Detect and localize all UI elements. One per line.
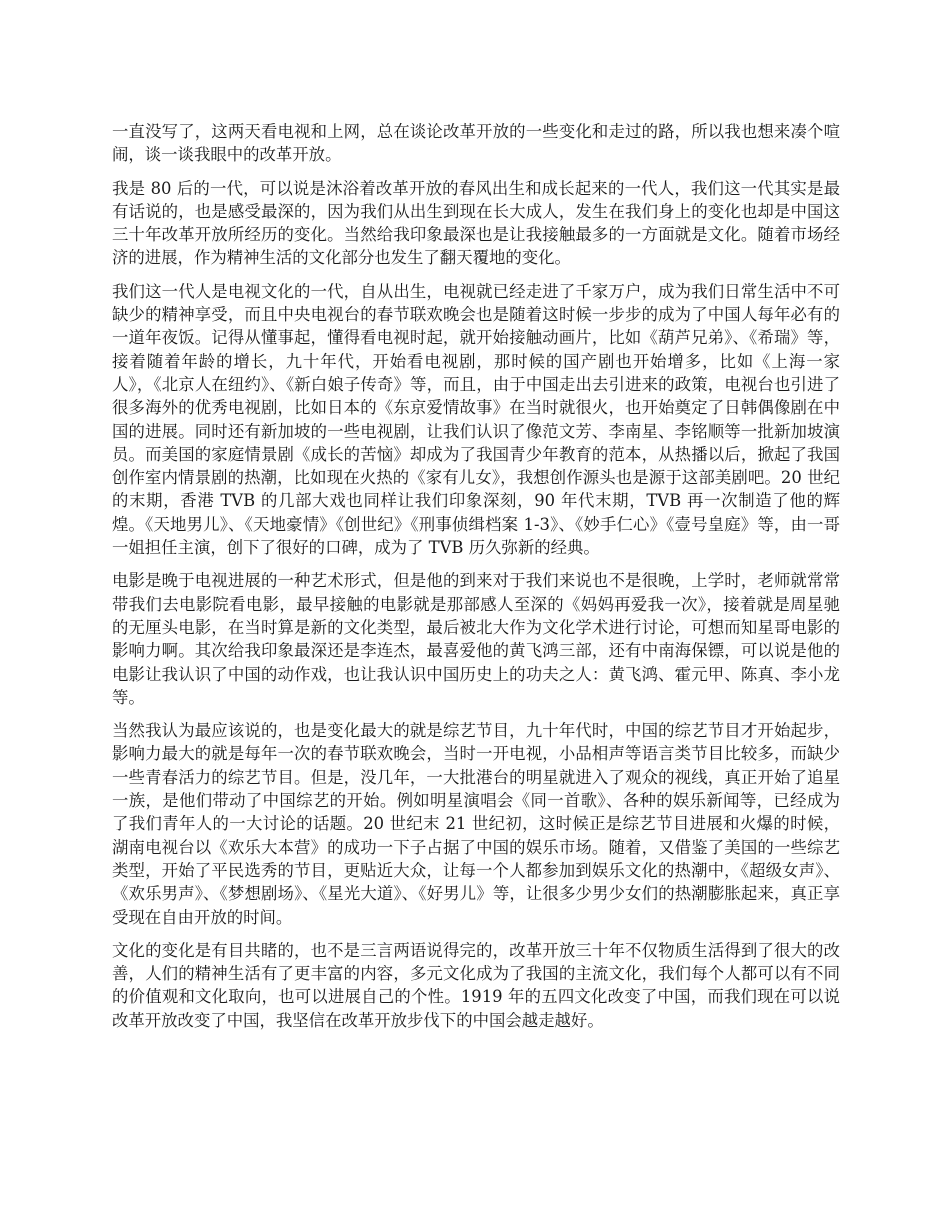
paragraph-intro: 一直没写了，这两天看电视和上网，总在谈论改革开放的一些变化和走过的路，所以我也想来凑个喧闹，谈一谈我眼中的改革开放。 <box>112 122 840 165</box>
paragraph-conclusion: 文化的变化是有目共睹的，也不是三言两语说得完的，改革开放三十年不仅物质生活得到了很大的改善，人们的精神生活有了更丰富的内容，多元文化成为了我国的主流文化，我们每个人都可以有不同的价值观和文化取向，也可以进展自己的个性。1919 年的五四文化改变了中国，而我们现在可以说改革开放改变了中国，我坚信在改革开放步伐下的中国会越走越好。 <box>112 940 840 1030</box>
paragraph-television: 我们这一代人是电视文化的一代，自从出生，电视就已经走进了千家万户，成为我们日常生活中不可缺少的精神享受，而且中央电视台的春节联欢晚会也是随着这时候一步步的成为了中国人每年必有的一道年夜饭。记得从懂事起，懂得看电视时起，就开始接触动画片，比如《葫芦兄弟》、《希瑞》等，接着随着年龄的增长，九十年代，开始看电视剧，那时候的国产剧也开始增多，比如《上海一家人》，《北京人在纽约》、《新白娘子传奇》等，而且，由于中国走出去引进来的政策，电视台也引进了很多海外的优秀电视剧，比如日本的《东京爱情故事》在当时就很火，也开始奠定了日韩偶像剧在中国的进展。同时还有新加坡的一些电视剧，让我们认识了像范文芳、李南星、李铭顺等一批新加坡演员。而美国的家庭情景剧《成长的苦恼》却成为了我国青少年教育的范本，从热播以后，掀起了我国创作室内情景剧的热潮，比如现在火热的《家有儿女》，我想创作源头也是源于这部美剧吧。20 世纪的末期，香港 TVB 的几部大戏也同样让我们印象深刻，90 年代末期，TVB 再一次制造了他的辉煌。《天地男儿》、《天地豪情》《创世纪》《刑事侦缉档案 1-3》、《妙手仁心》《壹号皇庭》等，由一哥一姐担任主演，创下了很好的口碑，成为了 TVB 历久弥新的经典。 <box>112 281 840 558</box>
paragraph-film: 电影是晚于电视进展的一种艺术形式，但是他的到来对于我们来说也不是很晚，上学时，老师就常常带我们去电影院看电影，最早接触的电影就是那部感人至深的《妈妈再爱我一次》，接着就是周星驰的无厘头电影，在当时算是新的文化类型，最后被北大作为文化学术进行讨论，可想而知星哥电影的影响力啊。其次给我印象最深还是李连杰，最喜爱他的黄飞鸿三部，还有中南海保镖，可以说是他的电影让我认识了中国的动作戏，也让我认识中国历史上的功夫之人：黄飞鸿、霍元甲、陈真、李小龙等。 <box>112 571 840 707</box>
paragraph-variety-shows: 当然我认为最应该说的，也是变化最大的就是综艺节目，九十年代时，中国的综艺节目才开始起步，影响力最大的就是每年一次的春节联欢晚会，当时一开电视，小品相声等语言类节目比较多，而缺少一些青春活力的综艺节目。但是，没几年，一大批港台的明星就进入了观众的视线，真正开始了追星一族，是他们带动了中国综艺的开始。例如明星演唱会《同一首歌》、各种的娱乐新闻等，已经成为了我们青年人的一大讨论的话题。20 世纪末 21 世纪初，这时候正是综艺节目进展和火爆的时候，湖南电视台以《欢乐大本营》的成功一下子占据了中国的娱乐市场。随着，又借鉴了美国的一些综艺类型，开始了平民选秀的节目，更贴近大众，让每一个人都参加到娱乐文化的热潮中，《超级女声》、《欢乐男声》、《梦想剧场》、《星光大道》、《好男儿》等，让很多少男少女们的热潮膨胀起来，真正享受现在自由开放的时间。 <box>112 721 840 927</box>
document-body <box>112 120 840 1042</box>
paragraph-generation: 我是 80 后的一代，可以说是沐浴着改革开放的春风出生和成长起来的一代人，我们这一代其实是最有话说的，也是感受最深的，因为我们从出生到现在长大成人，发生在我们身上的变化也却是中国这三十年改革开放所经历的变化。当然给我印象最深也是让我接触最多的一方面就是文化。随着市场经济的进展，作为精神生活的文化部分也发生了翻天覆地的变化。 <box>112 178 840 268</box>
